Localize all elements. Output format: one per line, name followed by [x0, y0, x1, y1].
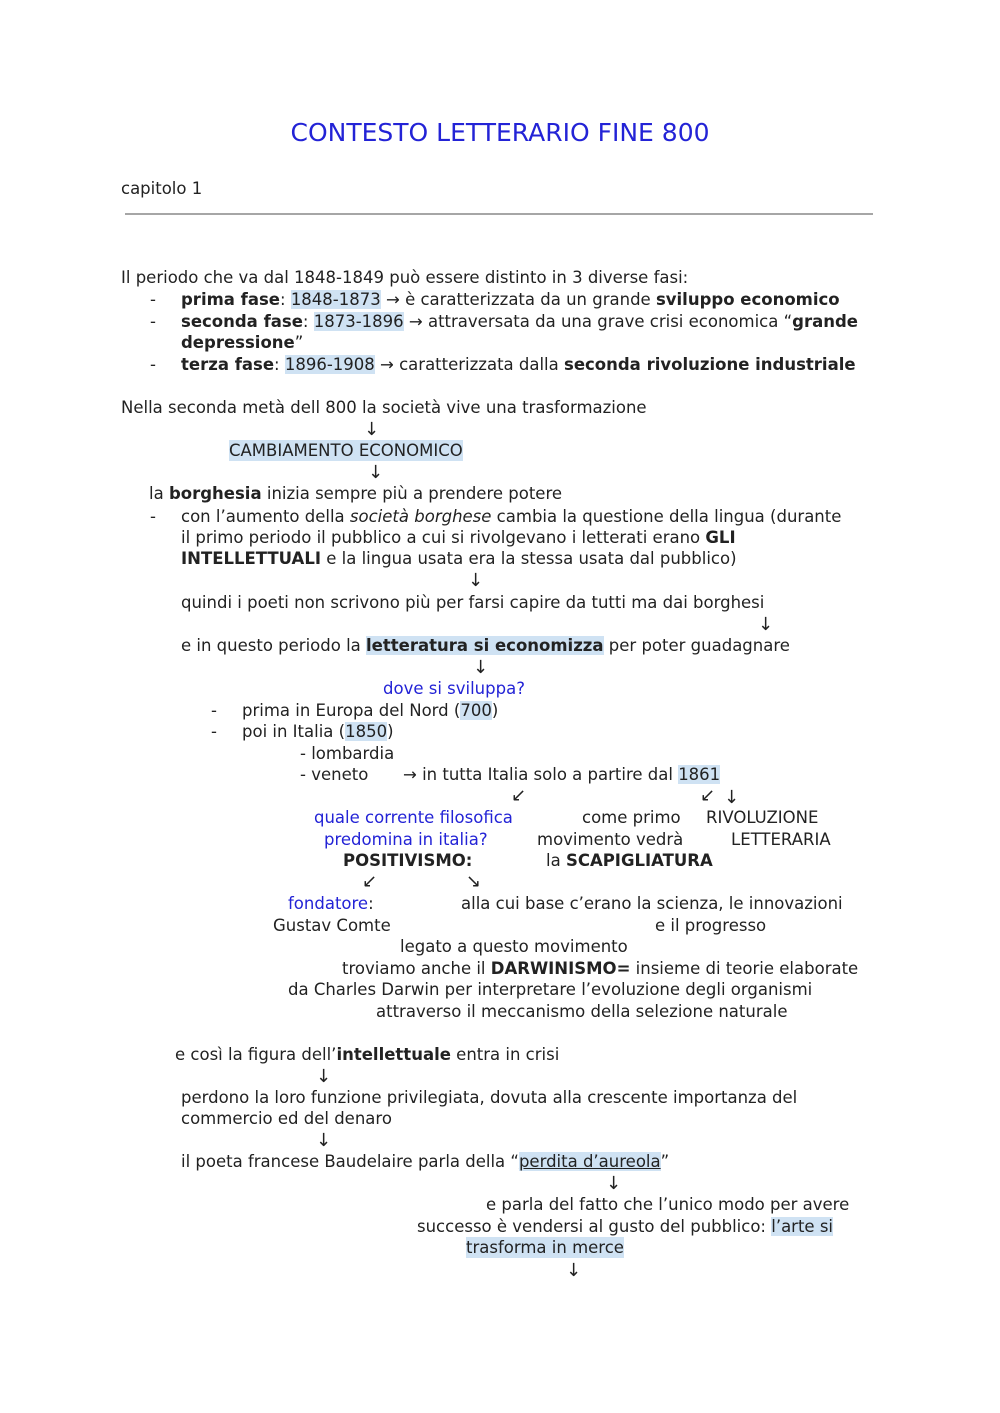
- arte-text: e parla del fatto che l’unico modo per avere: [486, 1195, 850, 1214]
- phase-dates: 1896-1908: [284, 355, 375, 374]
- darwin-text: troviamo anche il DARWINISMO= insieme di teorie elaborate: [342, 959, 859, 978]
- phase-item: terza fase: 1896-1908 → caratterizzata dalla seconda rivoluzione industriale: [181, 355, 856, 374]
- letteratura-text: e in questo periodo la letteratura si economizza per poter guadagnare: [181, 636, 790, 655]
- econ-change: CAMBIAMENTO ECONOMICO: [229, 441, 463, 460]
- diag-left-arrow: ↙: [362, 871, 378, 892]
- corrente-question: quale corrente filosofica: [314, 808, 513, 827]
- phase-name: terza fase: [181, 355, 275, 374]
- bullet: -: [150, 355, 156, 374]
- divider: [125, 213, 873, 215]
- scapigliatura: SCAPIGLIATURA: [565, 851, 713, 870]
- borghesia-bold: borghesia: [168, 484, 262, 503]
- darwin-text: legato a questo movimento: [400, 937, 628, 956]
- phase-item: seconda fase: 1873-1896 → attraversata da una grave crisi economica “grande: [181, 312, 858, 331]
- phase-dates: 1848-1873: [290, 290, 381, 309]
- primo-text: come primo: [582, 808, 681, 827]
- tutta-italia: → in tutta Italia solo a partire dal 1861: [403, 765, 721, 784]
- bullet: -: [150, 290, 156, 309]
- perdono-text: commercio ed del denaro: [181, 1109, 392, 1128]
- phase-dates: 1873-1896: [313, 312, 404, 331]
- bullet: -: [150, 312, 156, 331]
- base-text: e il progresso: [655, 916, 767, 935]
- bullet: -: [150, 507, 156, 526]
- baudelaire-text: il poeta francese Baudelaire parla della “perdita d’aureola”: [181, 1152, 670, 1171]
- intellettuale-text: e così la figura dell’intellettuale entra in crisi: [175, 1045, 560, 1064]
- phase-bold: seconda rivoluzione industriale: [564, 355, 856, 374]
- lingua-line: INTELLETTUALI e la lingua usata era la stessa usata dal pubblico): [181, 549, 737, 568]
- down-arrow: ↓: [566, 1260, 582, 1281]
- base-text: alla cui base c’erano la scienza, le innovazioni: [461, 894, 843, 913]
- fondatore-line: fondatore:: [288, 894, 374, 913]
- where-question: dove si sviluppa?: [383, 679, 525, 698]
- down-arrow: ↓: [368, 462, 384, 483]
- lingua-line: il primo periodo il pubblico a cui si rivolgevano i letterati erano GLI: [181, 528, 736, 547]
- scapigliatura-line: la SCAPIGLIATURA: [546, 851, 713, 870]
- perdono-text: perdono la loro funzione privilegiata, dovuta alla crescente importanza del: [181, 1088, 798, 1107]
- bullet: -: [211, 722, 217, 741]
- page-title: CONTESTO LETTERARIO FINE 800: [290, 118, 710, 147]
- phase-text: → caratterizzata dalla: [374, 355, 564, 374]
- phase-cont: depressione: [181, 333, 295, 352]
- phase-text: → è caratterizzata da un grande: [380, 290, 656, 309]
- corrente-question: predomina in italia?: [324, 830, 488, 849]
- poeti-text: quindi i poeti non scrivono più per farsi capire da tutti ma dai borghesi: [181, 593, 765, 612]
- down-arrow: ↓: [316, 1130, 332, 1151]
- phase-item: prima fase: 1848-1873 → è caratterizzata da un grande sviluppo economico: [181, 290, 840, 309]
- phase-text: → attraversata da una grave crisi economica “: [403, 312, 793, 331]
- phase-name: seconda fase: [181, 312, 303, 331]
- italic-text: società borghese: [349, 507, 492, 526]
- darwin-text: attraverso il meccanismo della selezione naturale: [376, 1002, 788, 1021]
- rivoluzione: LETTERARIA: [731, 830, 831, 849]
- arte-highlight: trasforma in merce: [466, 1238, 624, 1257]
- lombardia: - lombardia: [300, 744, 395, 763]
- veneto: - veneto: [300, 765, 369, 784]
- europa-item: prima in Europa del Nord (700): [242, 701, 499, 720]
- borghesia-text: la borghesia inizia sempre più a prendere potere: [149, 484, 563, 503]
- phase-name: prima fase: [181, 290, 280, 309]
- rivoluzione: RIVOLUZIONE: [706, 808, 819, 827]
- fondatore: fondatore: [288, 894, 369, 913]
- bullet: -: [211, 701, 217, 720]
- down-arrow: ↓: [473, 657, 489, 678]
- phase-bold: sviluppo economico: [655, 290, 840, 309]
- down-arrow: ↓: [316, 1066, 332, 1087]
- aureola-highlight: perdita d’aureola: [518, 1152, 661, 1171]
- highlight: letteratura si economizza: [366, 636, 604, 655]
- down-arrow: ↓: [758, 614, 774, 635]
- comte: Gustav Comte: [273, 916, 391, 935]
- italia-item: poi in Italia (1850): [242, 722, 394, 741]
- intro-text: Il periodo che va dal 1848-1849 può essere distinto in 3 diverse fasi:: [121, 268, 689, 287]
- society-text: Nella seconda metà dell 800 la società vive una trasformazione: [121, 398, 647, 417]
- chapter-label: capitolo 1: [121, 179, 203, 198]
- down-arrow: ↓: [468, 570, 484, 591]
- arte-text: successo è vendersi al gusto del pubblico: l’arte si: [417, 1217, 834, 1236]
- diag-left-arrow: ↙: [700, 785, 716, 806]
- down-arrow: ↓: [364, 419, 380, 440]
- lingua-line: con l’aumento della società borghese cambia la questione della lingua (durante: [181, 507, 842, 526]
- diag-left-arrow: ↙: [511, 785, 527, 806]
- down-arrow: ↓: [724, 787, 740, 808]
- diag-right-arrow: ↘: [466, 871, 482, 892]
- phase-bold: grande: [792, 312, 858, 331]
- positivismo: POSITIVISMO:: [343, 851, 473, 870]
- darwin-text: da Charles Darwin per interpretare l’evoluzione degli organismi: [288, 980, 813, 999]
- primo-text: movimento vedrà: [537, 830, 684, 849]
- down-arrow: ↓: [606, 1173, 622, 1194]
- phase-continuation: depressione”: [181, 333, 304, 352]
